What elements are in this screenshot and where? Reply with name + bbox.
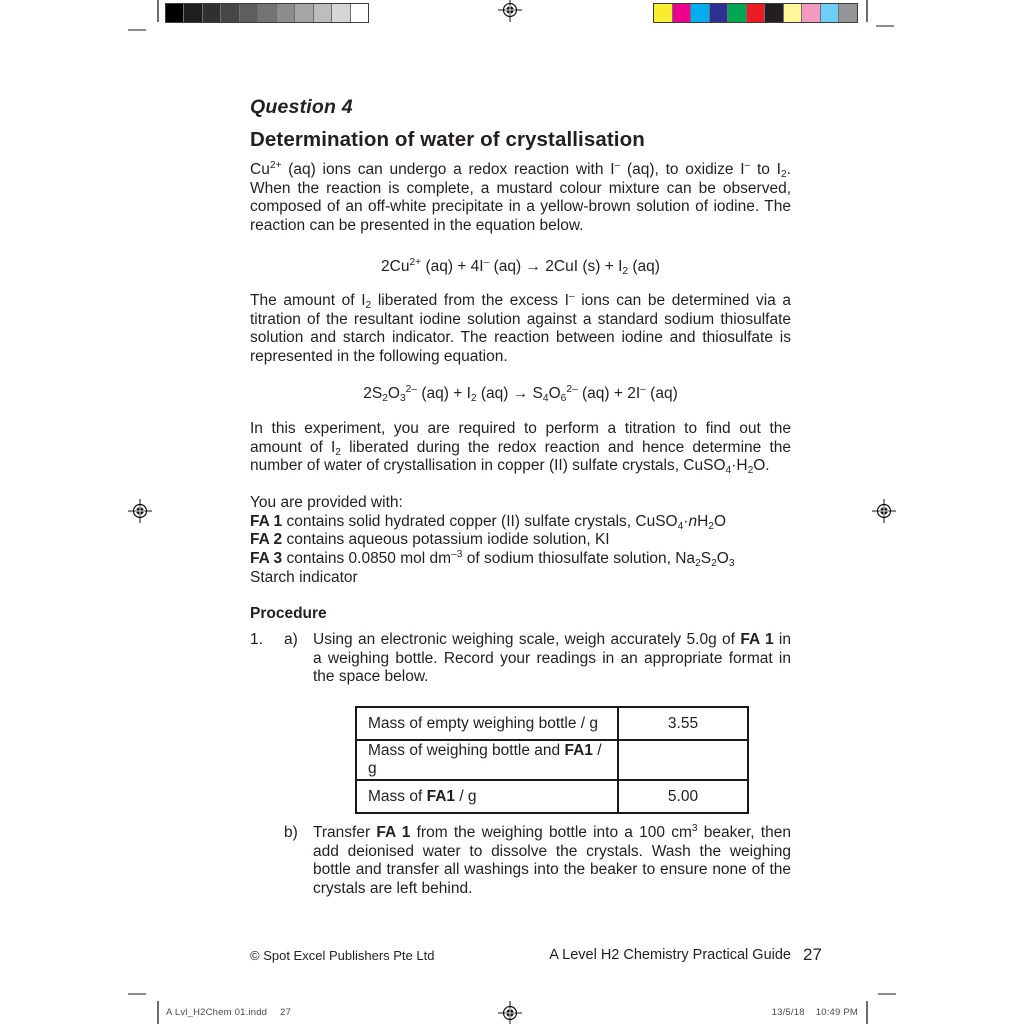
mass-readings-table [355,706,749,814]
step-b-label: b) [284,824,298,841]
crop-dash-bottom-left [128,993,146,995]
table-row [356,740,748,780]
equation-thiosulfate: $2S_2O_3^{2-}$ $(aq) + I_2$ $(aq) \to S_4O_6^{2-}$ (aq) + 2I– (aq) [363,384,678,405]
registration-target-icon [498,0,522,22]
color-swatch [691,4,710,22]
color-swatch [821,4,840,22]
color-swatch [184,4,202,22]
print-slug-page: 27 [280,1007,292,1018]
table-row [356,780,748,813]
footer-page-number: 27 [803,945,822,964]
color-swatch [710,4,729,22]
procedure-heading: Procedure [250,605,327,622]
color-swatch [765,4,784,22]
row-value: 5.00 [618,780,748,813]
cmyk-calibration-bar [653,3,858,23]
color-swatch [258,4,276,22]
print-slug-time: 10:49 PM [815,1007,858,1018]
color-swatch [839,4,857,22]
print-slug-date: 13/5/18 [771,1007,805,1018]
color-swatch [240,4,258,22]
color-swatch [166,4,184,22]
color-swatch [314,4,332,22]
footer-book-title: A Level H2 Chemistry Practical Guide [549,947,791,963]
row-label: Mass of FA1 / g [356,780,618,813]
color-swatch [654,4,673,22]
color-swatch [802,4,821,22]
color-swatch [221,4,239,22]
crop-mark-bottom-left [157,1001,159,1024]
color-swatch [673,4,692,22]
color-swatch [332,4,350,22]
crop-dash-top-left [128,29,146,31]
question-label: Question 4 [250,96,353,118]
grayscale-calibration-bar [165,3,369,23]
row-value: 3.55 [618,707,748,740]
color-swatch [203,4,221,22]
registration-target-icon [872,499,896,523]
procedure-step-1b [250,824,791,898]
print-slug-right [772,1007,858,1018]
provided-item-starch: Starch indicator [250,568,358,586]
step-number: 1. [250,631,263,648]
registration-mark-top [498,0,522,27]
table-row [356,707,748,740]
crop-mark-top-left [157,0,159,22]
crop-dash-top-right [876,25,894,27]
paragraph-experiment: In this experiment, you are required to perform a titration to find out the amount of $I_2$ liberated during the redox reaction and hence determine the number of water of crystallisation in copper (II) sulfate crystals, $CuSO_4\cdot H_2O$. [250,420,791,477]
crop-mark-bottom-right [866,1001,868,1024]
color-swatch [351,4,368,22]
registration-target-icon [128,499,152,523]
provided-item-fa2: FA 2 contains aqueous potassium iodide solution, KI [250,531,610,549]
color-swatch [784,4,803,22]
color-swatch [747,4,766,22]
provided-intro: You are provided with: [250,494,403,511]
page-title: Determination of water of crystallisation [250,128,645,151]
crop-dash-bottom-right [878,993,896,995]
color-swatch [728,4,747,22]
registration-mark-right [872,499,896,528]
procedure-step-1a [250,631,791,687]
crop-mark-top-right [866,0,868,22]
color-swatch [277,4,295,22]
equation-redox: $2Cu^{2+}$ (aq) + 4I– (aq) → 2CuI $(s) + I_2$ (aq) [381,257,660,278]
provided-list [250,494,791,588]
registration-mark-left [128,499,152,528]
paragraph-intro: $Cu^{2+}$ (aq) ions can undergo a redox reaction with I– (aq), to oxidize I– to $I_2$. When the reaction is complete, a mustard colour mixture can be observed, composed of an off-white precipitate in a yellow-brown solution of iodine. The reaction can be presented in the equation below. [250,160,791,234]
row-label: Mass of empty weighing bottle / g [356,707,618,740]
print-slug-left [166,1007,291,1018]
color-swatch [295,4,313,22]
footer-copyright: © Spot Excel Publishers Pte Ltd [250,948,435,963]
paragraph-titration: The amount of $I_2$ liberated from the excess I– ions can be determined via a titration of the resultant iodine solution against a standard sodium thiosulfate solution and starch indicator. The reaction between iodine and thiosulfate is represented in the following equation. [250,291,791,365]
print-slug-filename: A Lvl_H2Chem 01.indd [166,1007,268,1018]
step-b-text: Transfer FA 1 from the weighing bottle into a 100 $cm^3$ beaker, then add deionised water to dissolve the crystals. Wash the weighing bottle and transfer all washings into the beaker to ensure none of the crystals are left behind. [313,823,791,897]
step-a-label: a) [284,631,298,648]
row-label: Mass of weighing bottle and FA1 / g [356,740,618,780]
row-value [618,740,748,780]
registration-mark-bottom [498,1001,522,1024]
registration-target-icon [498,1001,522,1024]
step-a-text: Using an electronic weighing scale, weigh accurately 5.0g of FA 1 in a weighing bottle. Record your readings in an appropriate format in the space below. [313,631,792,686]
provided-item-fa3: FA 3 contains 0.0850 mol $dm^{-3}$ of sodium thiosulfate solution, $Na_2S_2O_3$ [250,549,735,570]
provided-item-fa1: FA 1 contains solid hydrated copper (II) sulfate crystals, $CuSO_4\cdot nH_2O$ [250,512,727,532]
